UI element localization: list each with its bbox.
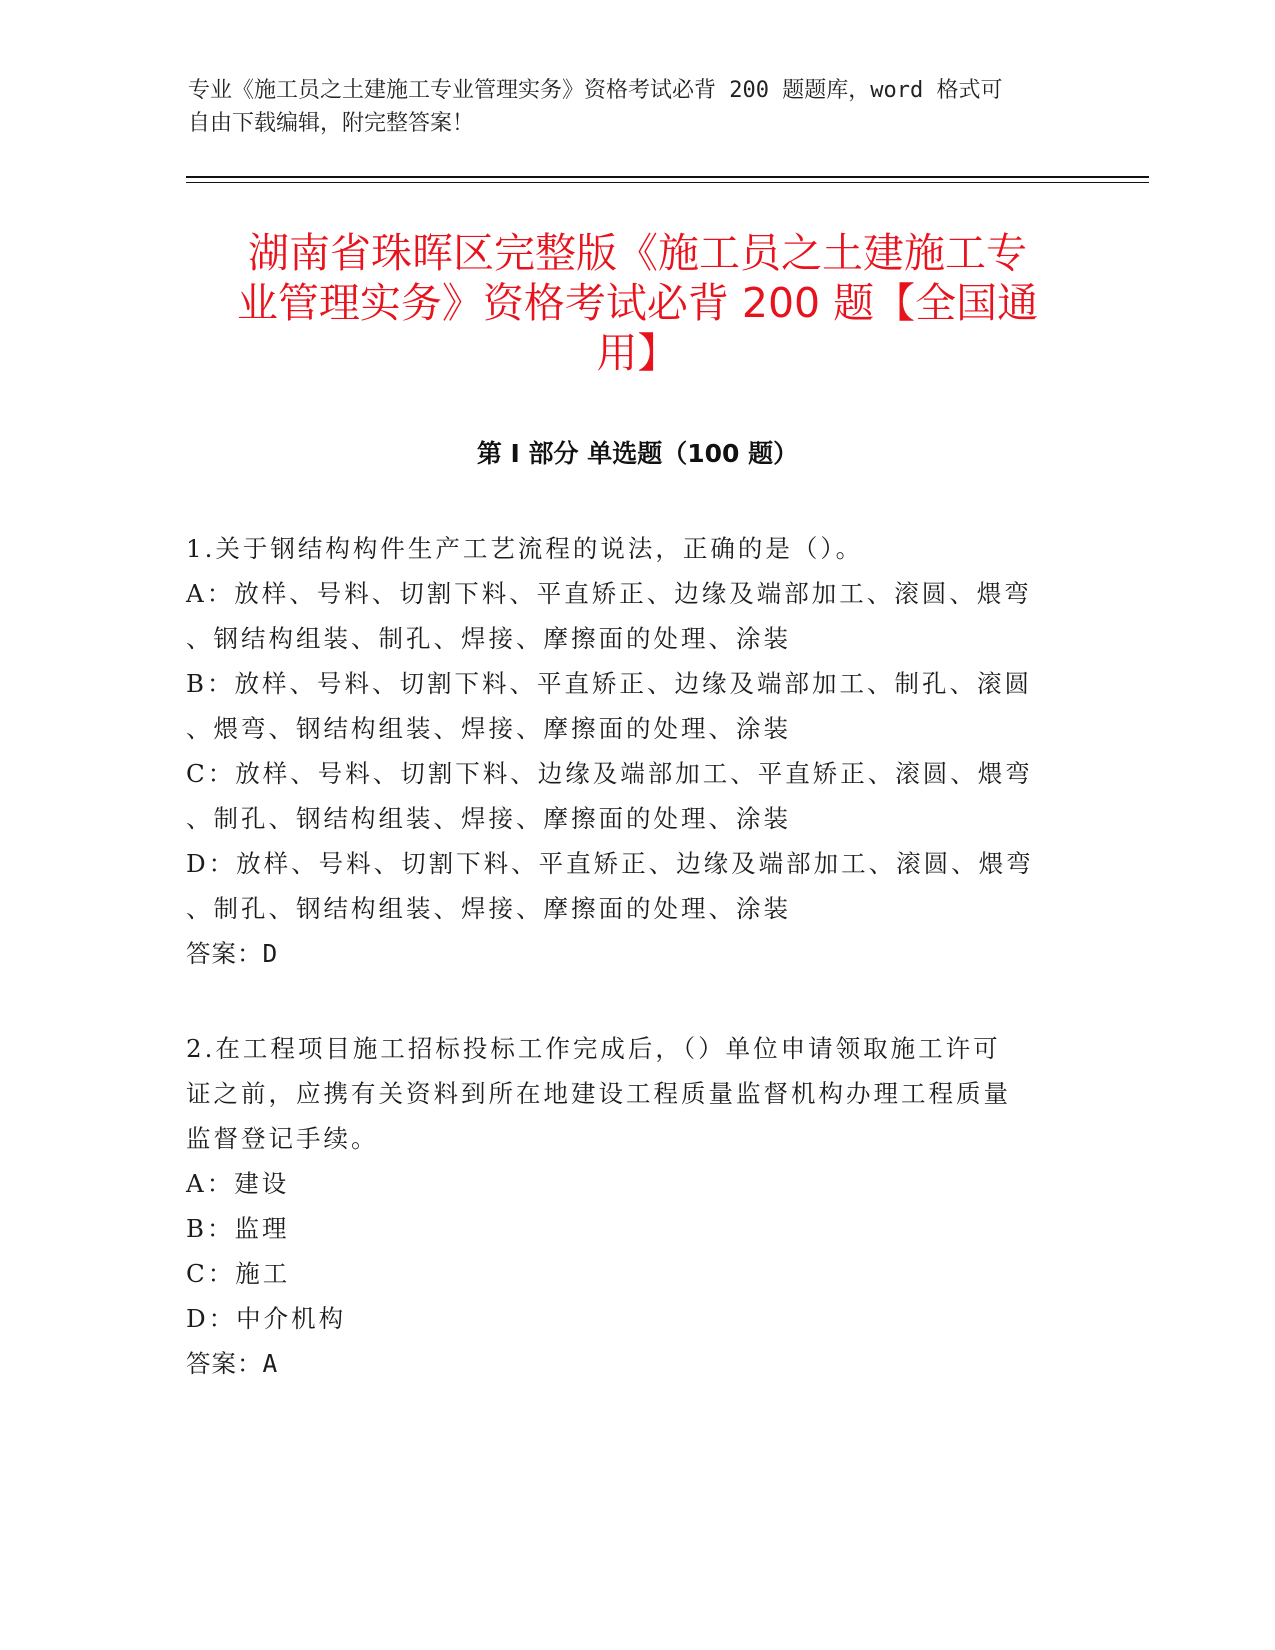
header-note (188, 74, 1068, 140)
answer-value: D (262, 939, 279, 968)
answer (186, 931, 1086, 976)
question-1 (186, 526, 1086, 976)
question-stem: 1.关于钢结构构件生产工艺流程的说法，正确的是（）。 (186, 534, 864, 563)
option-a (186, 571, 1086, 661)
document-title-line: 湖南省珠晖区完整版《施工员之土建施工专 (248, 229, 1027, 277)
option-line: 、煨弯、钢结构组装、焊接、摩擦面的处理、涂装 (186, 714, 791, 743)
answer-label: 答案： (186, 1349, 263, 1378)
option-line: D：放样、号料、切割下料、平直矫正、边缘及端部加工、滚圆、煨弯 (186, 849, 1034, 878)
option-line: B：放样、号料、切割下料、平直矫正、边缘及端部加工、制孔、滚圆 (186, 669, 1033, 698)
option-line: C：放样、号料、切割下料、边缘及端部加工、平直矫正、滚圆、煨弯 (186, 759, 1033, 788)
document-title-line: 用】 (596, 329, 679, 377)
option-line: 、制孔、钢结构组装、焊接、摩擦面的处理、涂装 (186, 894, 791, 923)
header-divider-thin (186, 182, 1149, 183)
option-a: A：建设 (186, 1169, 290, 1198)
question-stem: 2.在工程项目施工招标投标工作完成后，（）单位申请领取施工许可 (186, 1034, 1001, 1063)
option-line: A：放样、号料、切割下料、平直矫正、边缘及端部加工、滚圆、煨弯 (186, 579, 1032, 608)
option-d (186, 841, 1086, 931)
document-title-line: 业管理实务》资格考试必背 200 题【全国通 (236, 279, 1039, 327)
option-c (186, 751, 1086, 841)
answer-value: A (262, 1349, 279, 1378)
document-title (186, 228, 1089, 378)
question-stem: 证之前，应携有关资料到所在地建设工程质量监督机构办理工程质量 (186, 1079, 1011, 1108)
answer (186, 1341, 1086, 1386)
option-line: 、制孔、钢结构组装、焊接、摩擦面的处理、涂装 (186, 804, 791, 833)
answer-label: 答案： (186, 939, 263, 968)
option-c: C：施工 (186, 1259, 291, 1288)
question-stem: 监督登记手续。 (186, 1124, 379, 1153)
section-title: 第 I 部分 单选题（100 题） (476, 439, 799, 468)
header-divider-thick (186, 176, 1149, 178)
option-b: B：监理 (186, 1214, 290, 1243)
question-2 (186, 1026, 1086, 1386)
option-d: D：中介机构 (186, 1304, 347, 1333)
header-note-line: 专业《施工员之土建施工专业管理实务》资格考试必背 200 题题库，word 格式可 (188, 78, 1003, 103)
option-line: 、钢结构组装、制孔、焊接、摩擦面的处理、涂装 (186, 624, 791, 653)
option-b (186, 661, 1086, 751)
header-note-line: 自由下载编辑，附完整答案！ (188, 111, 475, 136)
